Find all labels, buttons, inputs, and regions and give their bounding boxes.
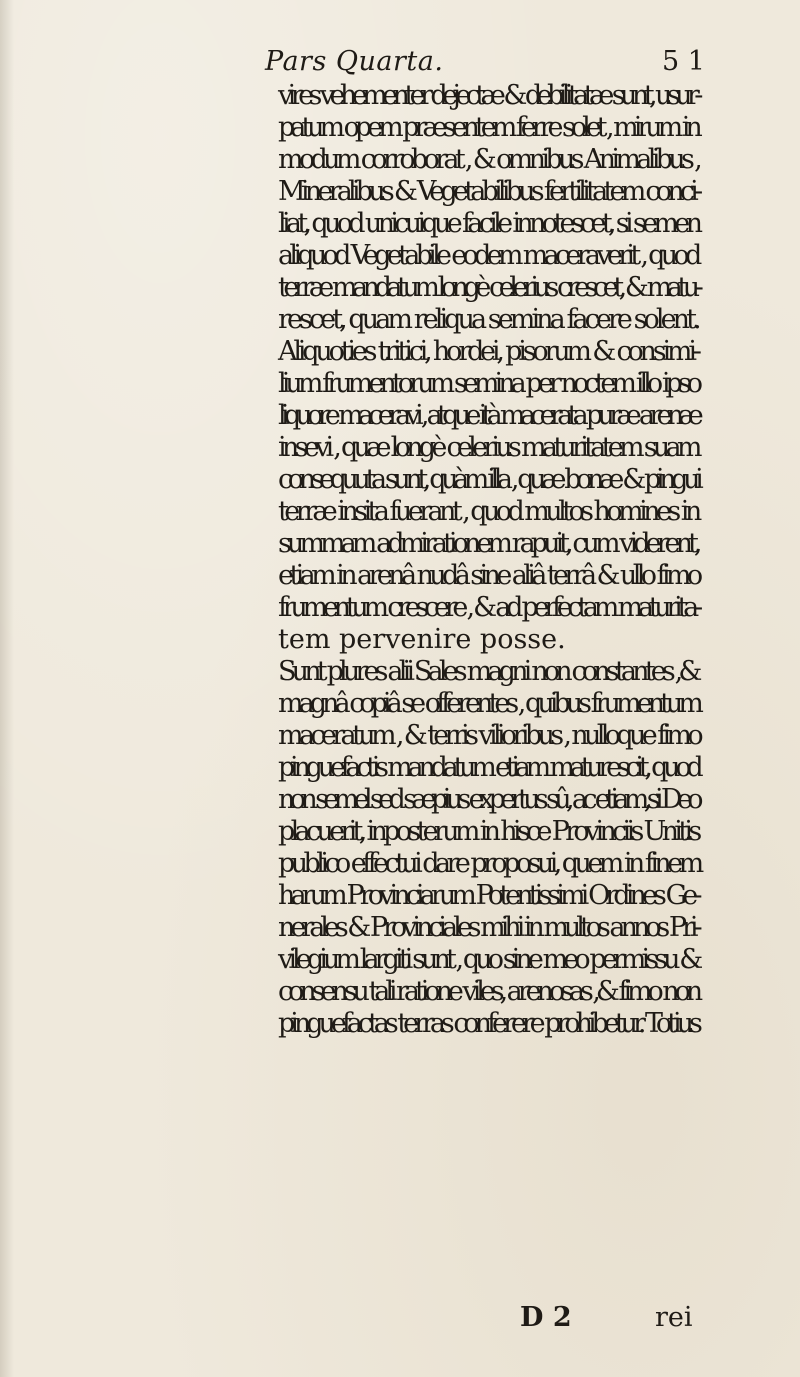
text-line: tem pervenire posse. [278, 624, 566, 655]
text-line: non semel sed sæpius expertus sû, ac etiam,si Deo [278, 784, 698, 815]
text-line: patum opem præsentem ferre solet , mirum in [278, 112, 698, 143]
page-number: 5 1 [662, 46, 705, 77]
text-line: insevi , quæ longè celerius maturitatem suam [278, 432, 698, 463]
text-line: publico effectui dare proposui, quem in finem [278, 848, 700, 879]
text-line: placuerit, inposterum in hisce Provinciis Unitis [278, 816, 698, 847]
text-line: terræ insita fuerant , quod multos homines in [278, 496, 698, 527]
text-line: nerales & Provinciales mihi in multos annos Pri- [278, 912, 698, 943]
text-line: summam admirationem rapuit, cum viderent, [278, 528, 698, 559]
text-line: Aliquoties tritici, hordei, pisorum & consimi- [278, 336, 698, 367]
text-line: consequuta sunt, quàm illa , quæ bonæ & pingui [278, 464, 699, 495]
page-footer [0, 1302, 800, 1338]
text-line: magnâ copiâ se offerentes , quibus frumentum [278, 688, 699, 719]
text-line: consensu tali ratione viles, arenosas ,& fimo non [278, 976, 699, 1007]
binding-shadow [0, 0, 14, 1377]
text-line: liquore maceravi , atque ità macerata puræ arenæ [278, 400, 699, 431]
text-line: pinguefactas terras conferere prohibetur. Totius [278, 1008, 698, 1039]
text-line: harum Provinciarum Potentissimi Ordines Ge- [278, 880, 698, 911]
text-line: lium frumentorum semina per noctem illo ipso [278, 368, 699, 399]
text-line: Mineralibus & Vegetabilibus fertilitatem conci- [278, 176, 699, 207]
text-line: vires vehementer dejectæ & debilitatæ sunt, usur- [278, 80, 698, 111]
text-line: vilegium largiti sunt , quo sine meo permissu & [278, 944, 699, 975]
text-line: liat, quod unicuique facile innotescet, si semen [278, 208, 699, 239]
text-line: rescet, quam reliqua semina facere solent. [278, 304, 698, 335]
text-line: terræ mandatum longè celerius crescet, & matu- [278, 272, 699, 303]
text-line: etiam in arenâ nudâ sine aliâ terrâ & ullo fimo [278, 560, 699, 591]
text-line: frumentum crescere , & ad perfectam maturita- [278, 592, 698, 623]
text-line: pinguefactis mandatum etiam maturescit, quod [278, 752, 699, 783]
text-line: aliquod Vegetabile eodem maceraverit , quod [278, 240, 698, 271]
text-line: Sunt plures alii Sales magni non constantes ,& [278, 656, 698, 687]
text-line: modum corroborat , & omnibus Animalibus , [278, 144, 699, 175]
body-text [278, 80, 698, 1040]
text-line: maceratum , & terris vilioribus , nulloque fimo [278, 720, 699, 751]
catchword: rei [655, 1302, 693, 1333]
signature-mark: D 2 [520, 1302, 572, 1333]
running-title: Pars Quarta. [265, 46, 444, 77]
